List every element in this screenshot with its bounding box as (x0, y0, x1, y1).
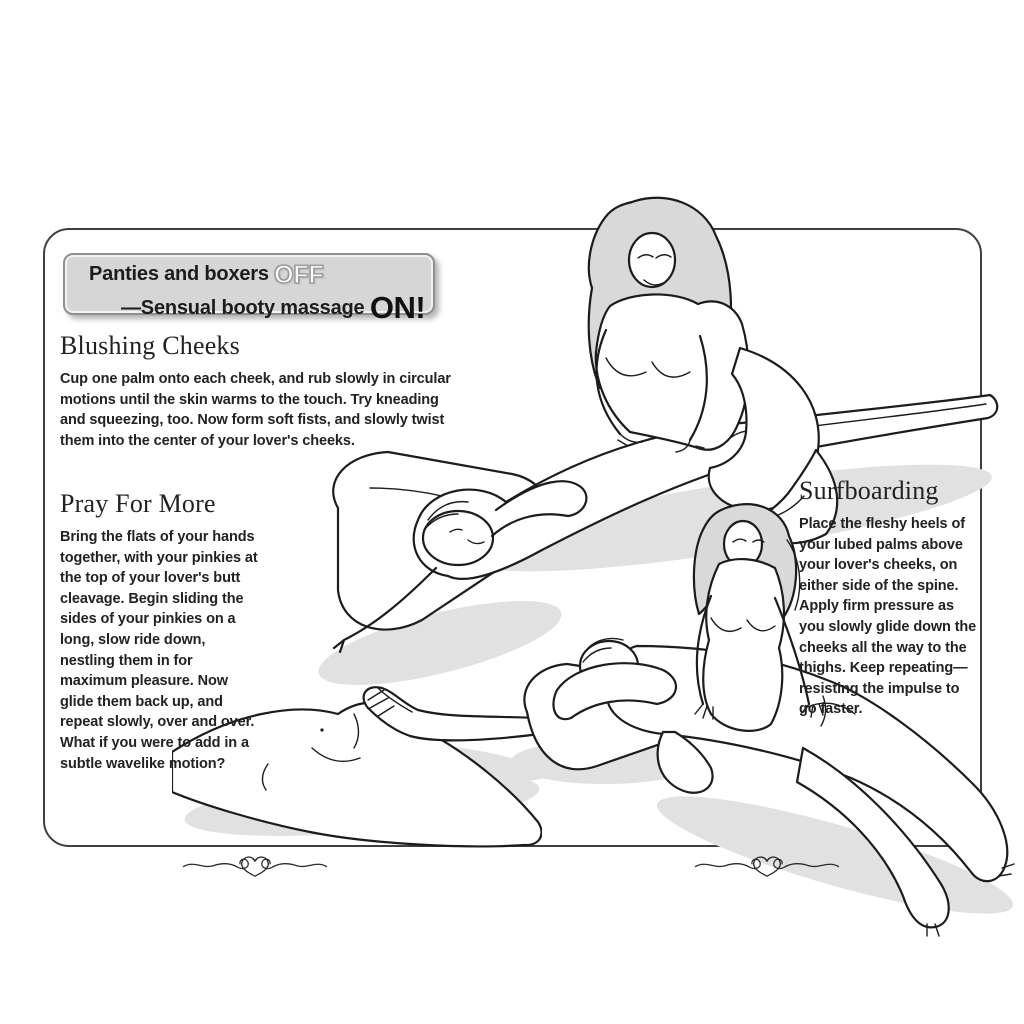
section-body-blushing-cheeks: Cup one palm onto each cheek, and rub slowly in circular motions until the skin warms to the touch. Try kneading and squeezing, too. Now form soft fists, and slowly twist them into the center of your lover's cheeks. (60, 371, 451, 449)
badge-on-text: ON! (369, 290, 426, 325)
badge-line1-text: Panties and boxers (89, 263, 269, 285)
section-body-pray-for-more: Bring the flats of your hands together, with your pinkies at the top of your lover's butt cleavage. Begin sliding the sides of your pinkies on a long, slow ride down, nestling them in for maximum pleasure. Now glide them back up, and repeat slowly, over and over. What if you were to add in a subtle wavelike motion? (60, 529, 258, 772)
section-pray-for-more (60, 489, 262, 774)
badge-line2-text: —Sensual booty massage (121, 297, 365, 319)
header-badge (63, 253, 435, 325)
prone-figure-head (423, 511, 493, 565)
straddling-figure-torso (703, 559, 784, 731)
section-title-blushing-cheeks: Blushing Cheeks (60, 331, 240, 360)
section-blushing-cheeks (60, 331, 458, 451)
section-surfboarding (799, 476, 979, 720)
section-title-pray-for-more: Pray For More (60, 489, 216, 518)
kneeling-figure-face (629, 233, 675, 287)
straddling-figure-knee (658, 732, 713, 793)
badge-off-text: OFF (274, 261, 324, 289)
section-body-surfboarding: Place the fleshy heels of your lubed palms above your lover's cheeks, on either side of the spine. Apply firm pressure as you slowly glide down the cheeks all the way to the thighs. Keep repeating—resisting the impulse to go faster. (799, 516, 977, 718)
heart-flourish-right (692, 853, 842, 880)
section-title-surfboarding: Surfboarding (799, 476, 939, 505)
heart-flourish-left (180, 853, 330, 880)
